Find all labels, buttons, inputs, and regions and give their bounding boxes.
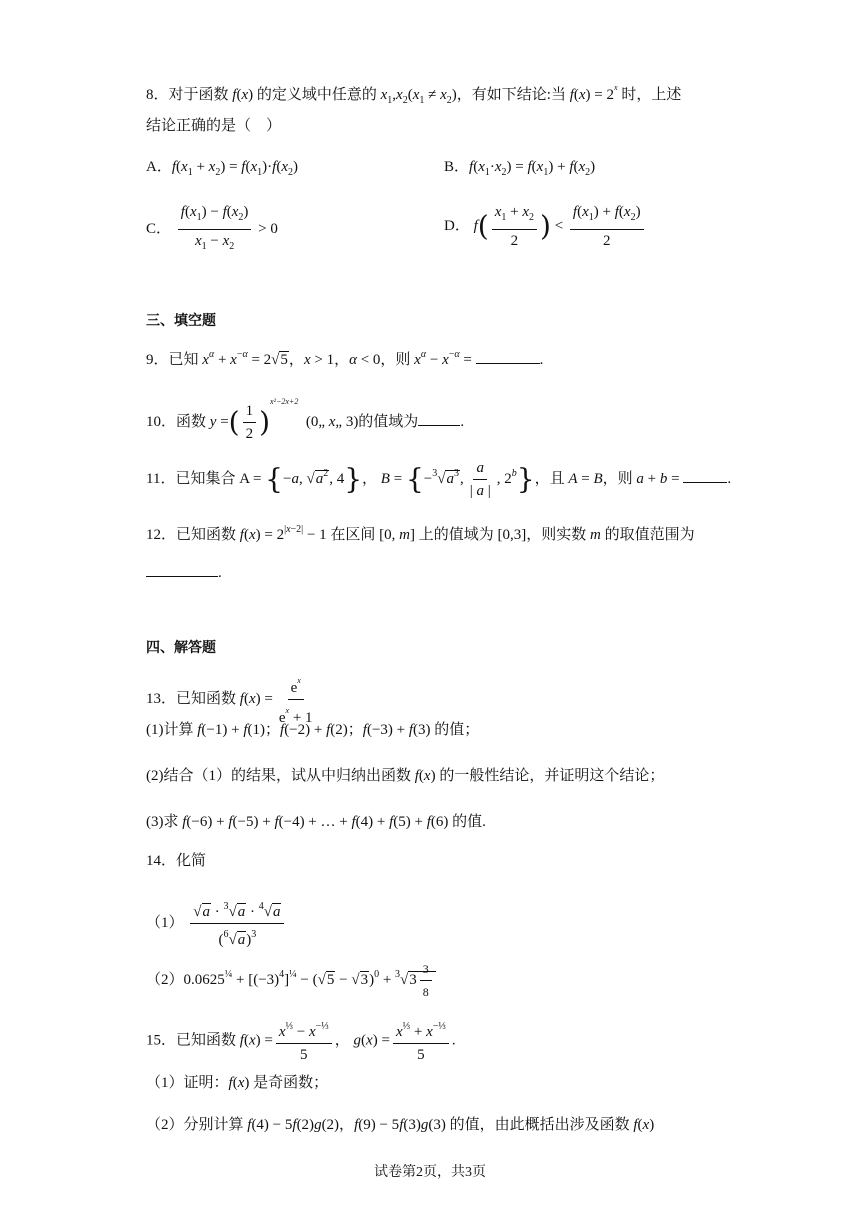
q13-intro: 13．已知函数 f(x) = $\frac{e^x}{e^x + 1}$ <box>146 672 319 727</box>
q15-part1: （1）证明：f(x) 是奇函数； <box>146 1075 329 1091</box>
q8-stem-line2: 结论正确的是（ ） <box>146 118 282 134</box>
section-3-title: 三、填空题 <box>146 313 216 329</box>
q13-part2: (2)结合（1）的结果，试从中归纳出函数 f(x) 的一般性结论，并证明这个结论； <box>146 768 665 784</box>
q14-part2: $(2)0.0625^{\frac{1}{4}} + [(-3)^4]^{\frac{1}{4}} - (√5 - √3)^0 + ^3√3$ $\frac{3}{8}$ <box>146 960 436 1001</box>
q13-part1: (1)计算 f(−1) + f(1)；f(−2) + f(2)；f(−3) + f(3) 的值； <box>146 722 480 738</box>
q15-intro: 15．已知函数 f(x) = $\frac{x^{\frac{1}{3}} - x^{-\frac{1}{3}}}{5}$ ， g(x) = $\frac{x^{\frac{1}{3}} + x^{-\frac{1}{3}}}{5}$ . <box>146 1018 456 1064</box>
q9: 9．已知 $x^\alpha + x^{-\alpha} = 2√5$，x > 1，α < 0，则 $x^\alpha - x^{-\alpha}$ = . <box>146 349 544 368</box>
q10: 10．函数 y =( $\frac{1}{2}$ )$^{x^2-2x+2}$ (0„ x„ 3)的值域为 . <box>146 397 465 443</box>
q11: 11．已知集合 A = {−a, $√a^2$, 4}， $B = \{-^3√a^3$, $\frac{a}{| a |}$ , 2$^b$}，且 A = B，则 a + b = . <box>146 460 732 499</box>
q8-stem-line1: 8．对于函数 f(x) 的定义域中任意的 $x_1,x_2(x_1 \ne x_2)$，有如下结论:当 $f(x) = 2^x$ 时，上述 <box>146 83 682 106</box>
q8-option-d: D． f( $\frac{x_1 + x_2}{2}$ ) < $\frac{f(x_1) + f(x_2)}{2}$ <box>444 203 647 250</box>
page-footer: 试卷第2页，共3页 <box>374 1165 486 1180</box>
q8-option-a: A．$f(x_1 + x_2) = f(x_1)\cdot f(x_2)$ <box>146 159 298 178</box>
q8-option-c: C． $\frac{f(x_1) - f(x_2)}{x_1 - x_2}$ > 0 <box>146 203 278 256</box>
q15-part2: （2）分别计算 f(4) − 5f(2)g(2)，f(9) − 5f(3)g(3) 的值，由此概括出涉及函数 f(x) <box>146 1117 655 1133</box>
q14-part1: （1） $\frac{√a \cdot ^3√a \cdot ^4√a}{(^6√a)^3}$ <box>146 898 287 949</box>
q12-line2: . <box>146 562 222 583</box>
q13-part3: (3)求 f(−6) + f(−5) + f(−4) + … + f(4) + f(5) + f(6) 的值. <box>146 814 486 830</box>
section-4-title: 四、解答题 <box>146 640 216 656</box>
q12-line1: 12．已知函数 $f(x) = 2^{|x-2|} - 1$ 在区间 [0, m] 上的值域为 [0,3]，则实数 m 的取值范围为 <box>146 524 695 543</box>
q8-option-b: B．$f(x_1\cdot x_2) = f(x_1) + f(x_2)$ <box>444 159 596 178</box>
q14-title: 14．化简 <box>146 853 207 869</box>
q8-option-c-fraction: $\frac{f(x_1) - f(x_2)}{x_1 - x_2}$ <box>178 203 252 256</box>
